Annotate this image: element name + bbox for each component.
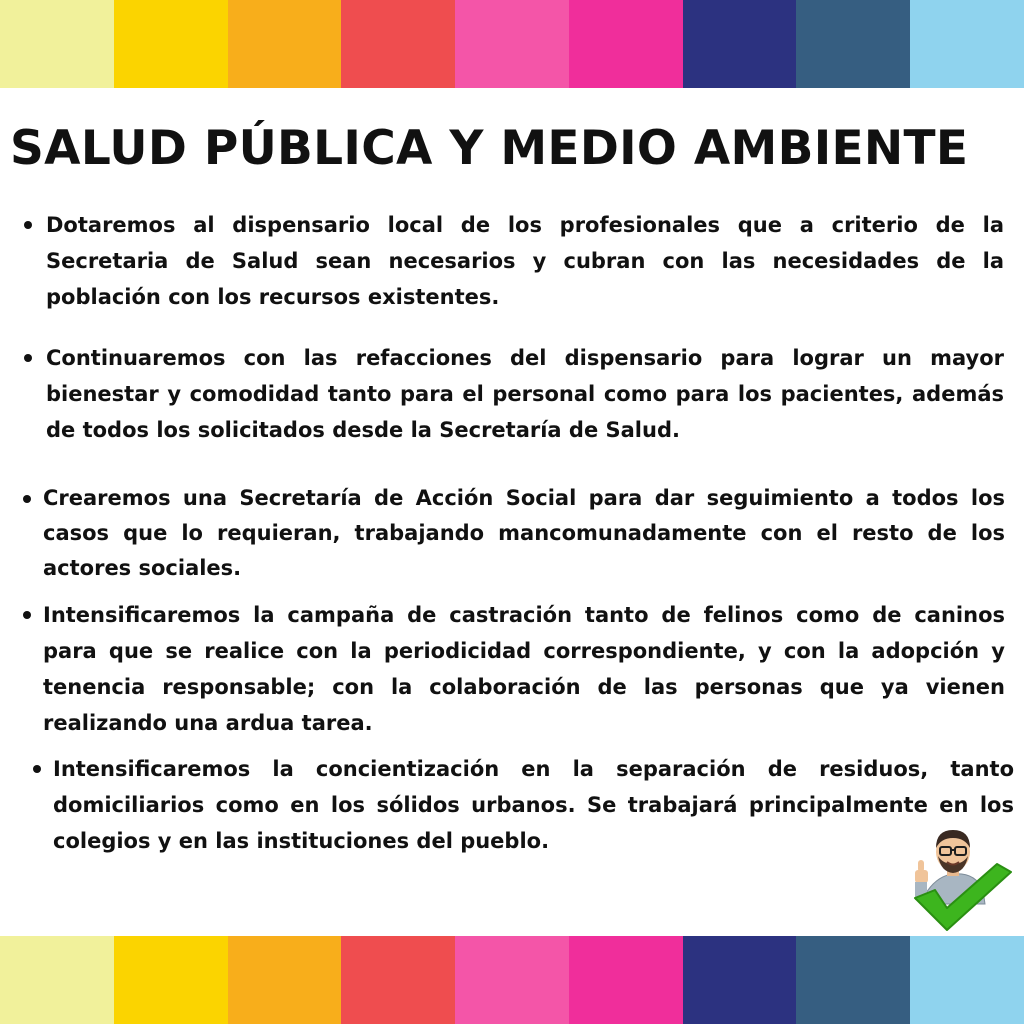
stripe: [910, 0, 1024, 88]
stripe: [341, 936, 455, 1024]
page-title: SALUD PÚBLICA Y MEDIO AMBIENTE: [10, 121, 969, 176]
bullet-dot-icon: [24, 221, 32, 229]
stripe: [228, 0, 342, 88]
stripe: [0, 0, 114, 88]
bullet-dot-icon: [33, 765, 41, 773]
stripe: [0, 936, 114, 1024]
list-item-text: Continuaremos con las refacciones del dispensario para lograr un mayor bienestar y comodidad tanto para el personal como para los pacientes, además de todos los solicitados desde la Secretaría de Salud.: [46, 346, 1004, 442]
stripe: [796, 936, 910, 1024]
list-item-text: Intensificaremos la concientización en la separación de residuos, tanto domiciliarios como en los sólidos urbanos. Se trabajará principalmente en los colegios y en las instituciones del pueblo.: [53, 757, 1014, 853]
bullet-dot-icon: [23, 611, 31, 619]
stripe: [683, 0, 797, 88]
stripe: [114, 936, 228, 1024]
bullet-dot-icon: [23, 495, 31, 503]
avatar-checkmark-badge: [905, 818, 1015, 933]
list-item: [43, 597, 1005, 741]
list-item: [53, 751, 1014, 859]
stripe: [341, 0, 455, 88]
stripe: [455, 0, 569, 88]
stripe: [910, 936, 1024, 1024]
bottom-color-stripes: [0, 936, 1024, 1024]
top-color-stripes: [0, 0, 1024, 88]
stripe: [683, 936, 797, 1024]
list-item: [46, 340, 1004, 448]
list-item-text: Dotaremos al dispensario local de los profesionales que a criterio de la Secretaria de Salud sean necesarios y cubran con las necesidades de la población con los recursos existentes.: [46, 213, 1004, 309]
stripe: [228, 936, 342, 1024]
stripe: [569, 0, 683, 88]
stripe: [796, 0, 910, 88]
green-checkmark-icon: [905, 818, 1015, 933]
list-item: [43, 481, 1005, 586]
stripe: [114, 0, 228, 88]
list-item: [46, 207, 1004, 315]
list-item-text: Intensificaremos la campaña de castración tanto de felinos como de caninos para que se realice con la periodicidad correspondiente, y con la adopción y tenencia responsable; con la colaboración de las personas que ya vienen realizando una ardua tarea.: [43, 603, 1005, 735]
bullet-dot-icon: [24, 354, 32, 362]
stripe: [569, 936, 683, 1024]
stripe: [455, 936, 569, 1024]
list-item-text: Crearemos una Secretaría de Acción Social para dar seguimiento a todos los casos que lo requieran, trabajando mancomunadamente con el resto de los actores sociales.: [43, 486, 1005, 580]
